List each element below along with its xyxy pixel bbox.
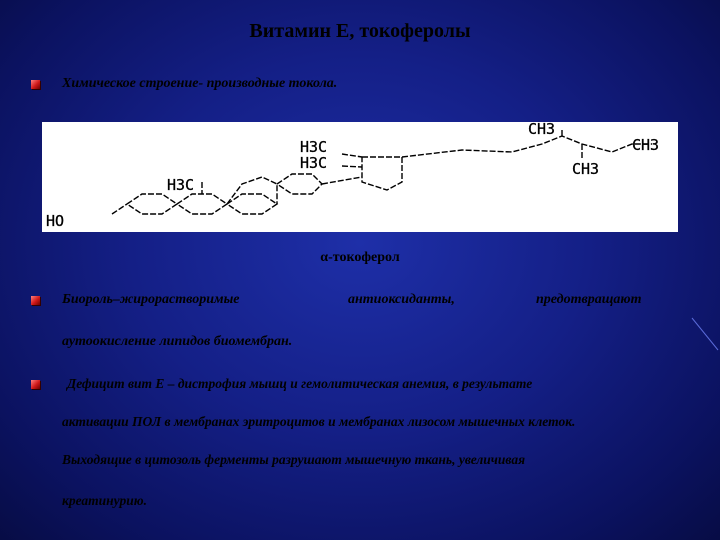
bullet-marker	[31, 296, 40, 305]
label-ch3-top: CH3	[528, 122, 556, 138]
bullet-text-biorole-line2: аутоокисление липидов биомембран.	[62, 334, 293, 349]
tocopherol-structure-diagram	[42, 122, 678, 232]
bullet-marker	[31, 80, 40, 89]
decorative-line	[690, 300, 720, 360]
structure-caption: α-токоферол	[320, 250, 400, 265]
label-h3c-top: H3C	[300, 138, 328, 156]
bullet-marker	[31, 380, 40, 389]
label-h3c-middle: H3C	[300, 154, 328, 172]
bullet-text-deficiency-4: креатинурию.	[62, 493, 147, 508]
label-ch3-right: CH3	[632, 136, 660, 154]
bullet-text-biorole-1: Биороль–жирорастворимые	[62, 292, 240, 307]
bullet-text-biorole-2: антиоксиданты,	[348, 292, 455, 307]
bullet-text-deficiency-1: Дефицит вит Е – дистрофия мышц и гемолитическая анемия, в результате	[67, 376, 533, 391]
label-h3c-left: H3C	[167, 176, 195, 194]
slide-title: Витамин Е, токоферолы	[249, 20, 471, 42]
bullet-text-deficiency-3: Выходящие в цитозоль ферменты разрушают мышечную ткань, увеличивая	[62, 452, 526, 467]
label-ch3-bottom: CH3	[572, 160, 600, 178]
bullet-text-biorole-3: предотвращают	[536, 292, 642, 307]
label-ho: HO	[46, 212, 65, 230]
chemical-structure-panel	[42, 122, 678, 232]
bullet-text-deficiency-2: активации ПОЛ в мембранах эритроцитов и мембранах лизосом мышечных клеток.	[62, 414, 576, 429]
bullet-text-structure: Химическое строение- производные токола.	[62, 76, 338, 91]
